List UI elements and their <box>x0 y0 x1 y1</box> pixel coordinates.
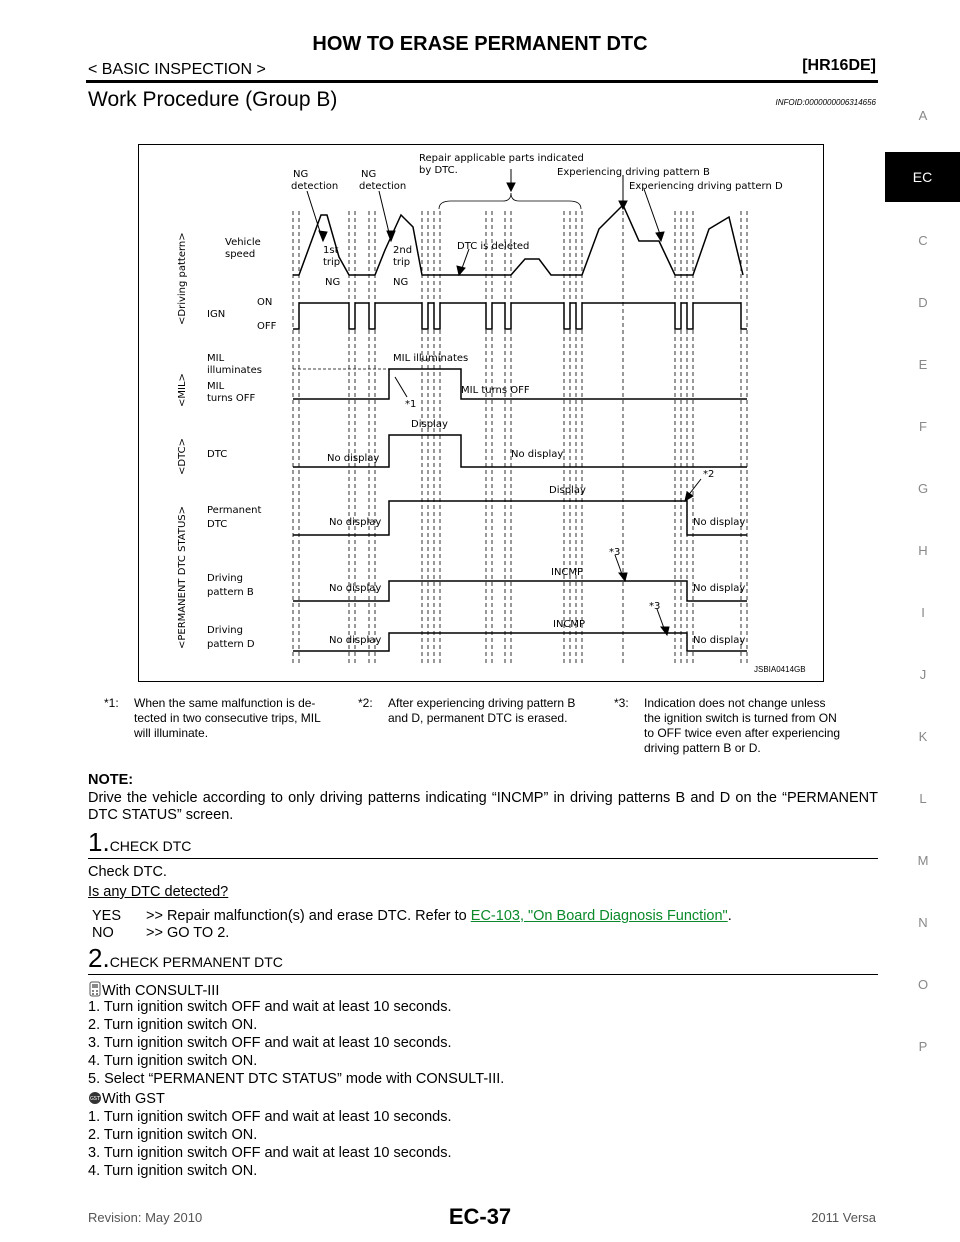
label-ng-1: NG <box>293 169 309 180</box>
consult-step-2: 2. Turn ignition switch ON. <box>88 1017 258 1033</box>
note-2-text: After experiencing driving pattern B and D, permanent DTC is erased. <box>388 696 576 725</box>
side-tab-k[interactable]: K <box>918 729 928 744</box>
step-1-number: 1. <box>88 827 110 857</box>
consult-heading <box>88 981 219 1000</box>
gst-step-4: 4. Turn ignition switch ON. <box>88 1163 258 1179</box>
label-ng-trip-1: NG <box>325 277 341 288</box>
consult-step-1: 1. Turn ignition switch OFF and wait at least 10 seconds. <box>88 999 452 1015</box>
label-no-display-dtc-1: No display <box>327 453 380 464</box>
label-driving-b: Driving <box>207 573 243 584</box>
label-detection-1: detection <box>291 181 339 192</box>
step-2-number: 2. <box>88 943 110 973</box>
trip-divider-lines <box>293 211 747 665</box>
label-star-2: *2 <box>703 469 715 480</box>
group-permanent-dtc-status: <PERMANENT DTC STATUS> <box>177 506 188 649</box>
side-tab-j[interactable]: J <box>919 667 927 682</box>
gst-heading <box>88 1091 165 1108</box>
vehicle-speed-trace <box>293 205 743 275</box>
side-tab-c[interactable]: C <box>918 233 928 248</box>
diagnosis-function-link[interactable]: EC-103, "On Board Diagnosis Function" <box>470 908 728 924</box>
yes-answer <box>146 908 866 925</box>
label-no-display-b-2: No display <box>693 583 746 594</box>
label-no-display-dtc-2: No display <box>511 449 564 460</box>
consult-step-3: 3. Turn ignition switch OFF and wait at least 10 seconds. <box>88 1035 452 1051</box>
group-dtc: <DTC> <box>177 438 188 475</box>
revision-date: Revision: May 2010 <box>88 1210 203 1225</box>
header-rule <box>86 80 878 83</box>
figure-code: JSBIA0414GB <box>754 665 806 674</box>
note-1-text: When the same malfunction is de- tected in two consecutive trips, MIL will illuminate. <box>134 696 321 740</box>
label-mil-2: MIL <box>207 381 225 392</box>
label-turns-off: turns OFF <box>207 393 256 404</box>
side-tab-n[interactable]: N <box>918 915 928 930</box>
label-on: ON <box>257 297 273 308</box>
label-trip-2: trip <box>393 257 411 268</box>
label-no-display-perm-1: No display <box>329 517 382 528</box>
step-1-rule <box>88 858 878 859</box>
step-2-title: CHECK PERMANENT DTC <box>109 954 283 970</box>
engine-label: [HR16DE] <box>802 57 876 74</box>
step-1-text: Check DTC. <box>88 864 167 880</box>
label-display-dtc: Display <box>411 419 448 430</box>
timing-diagram <box>138 144 824 682</box>
label-permanent: Permanent <box>207 505 262 516</box>
consult-icon <box>88 981 102 997</box>
label-pattern-b: pattern B <box>207 587 254 598</box>
consult-step-5: 5. Select “PERMANENT DTC STATUS” mode with CONSULT-III. <box>88 1071 505 1087</box>
label-repair-2: by DTC. <box>419 165 458 176</box>
side-tab-f[interactable]: F <box>919 419 927 434</box>
label-star-1: *1 <box>405 399 417 410</box>
label-speed: speed <box>225 249 256 260</box>
label-pattern-d: pattern D <box>207 639 255 650</box>
side-tab-e[interactable]: E <box>918 357 928 372</box>
step-1-title: CHECK DTC <box>109 838 192 854</box>
side-tab-l[interactable]: L <box>919 791 927 806</box>
gst-label: With GST <box>102 1091 165 1107</box>
gst-icon <box>88 1091 102 1105</box>
note-label: NOTE: <box>88 772 134 788</box>
step-1-heading <box>88 827 191 858</box>
side-tab-p[interactable]: P <box>918 1039 928 1054</box>
no-text: >> GO TO 2. <box>146 925 230 941</box>
group-driving-pattern: <Driving pattern> <box>177 232 188 325</box>
label-vehicle: Vehicle <box>225 237 261 248</box>
label-display-permanent: Display <box>549 485 586 496</box>
label-star-3-d: *3 <box>649 601 661 612</box>
page-title: Work Procedure (Group B) <box>88 88 338 111</box>
label-1st: 1st <box>323 245 339 256</box>
label-driving-d: Driving <box>207 625 243 636</box>
page-number: EC-37 <box>448 1204 512 1229</box>
label-star-3-b: *3 <box>609 547 621 558</box>
consult-label: With CONSULT-III <box>102 983 220 999</box>
label-incmp-b: INCMP <box>551 567 584 578</box>
label-no-display-d-1: No display <box>329 635 382 646</box>
ign-trace <box>293 303 747 329</box>
note-1-mark: *1: <box>104 696 119 710</box>
label-mil-turns-off: MIL turns OFF <box>461 385 530 396</box>
model-name: 2011 Versa <box>811 1210 876 1225</box>
group-mil: <MIL> <box>177 373 188 407</box>
side-tab-g[interactable]: G <box>917 481 929 496</box>
label-experiencing-d: Experiencing driving pattern D <box>629 181 783 192</box>
label-off: OFF <box>257 321 277 332</box>
label-mil-illuminates: MIL illuminates <box>393 353 469 364</box>
label-repair: Repair applicable parts indicated <box>419 153 584 164</box>
repair-brace <box>439 193 581 209</box>
consult-step-4: 4. Turn ignition switch ON. <box>88 1053 258 1069</box>
no-label: NO <box>92 925 114 941</box>
label-experiencing-b: Experiencing driving pattern B <box>557 167 710 178</box>
info-id: INFOID:0000000006314656 <box>775 98 876 107</box>
label-permanent-dtc: DTC <box>207 519 228 530</box>
label-incmp-d: INCMP <box>553 619 586 630</box>
gst-step-1: 1. Turn ignition switch OFF and wait at least 10 seconds. <box>88 1109 452 1125</box>
label-no-display-perm-2: No display <box>693 517 746 528</box>
label-dtc: DTC <box>207 449 228 460</box>
side-tab-h[interactable]: H <box>918 543 928 558</box>
side-tab-i[interactable]: I <box>921 605 925 620</box>
label-ng-2: NG <box>361 169 377 180</box>
gst-step-2: 2. Turn ignition switch ON. <box>88 1127 258 1143</box>
label-illuminates: illuminates <box>207 365 262 376</box>
note-text: Drive the vehicle according to only driving patterns indicating “INCMP” in driving patterns B and D on the “PERMANENT DTC STATUS” screen. <box>88 790 878 823</box>
label-ng-trip-2: NG <box>393 277 409 288</box>
side-tab-ec[interactable]: EC <box>885 152 960 202</box>
yes-label: YES <box>92 908 122 924</box>
section-label: < BASIC INSPECTION > <box>88 61 266 78</box>
label-no-display-d-2: No display <box>693 635 746 646</box>
label-detection-2: detection <box>359 181 407 192</box>
label-2nd: 2nd <box>393 245 413 256</box>
step-2-heading <box>88 943 283 974</box>
label-ign: IGN <box>207 309 226 320</box>
step-1-question: Is any DTC detected? <box>88 884 229 900</box>
label-no-display-b-1: No display <box>329 583 382 594</box>
label-dtc-deleted: DTC is deleted <box>457 241 530 252</box>
step-2-rule <box>88 974 878 975</box>
side-tab-o[interactable]: O <box>917 977 929 992</box>
annotation-arrows <box>307 169 701 635</box>
gst-icon-text: GST <box>89 1096 101 1102</box>
note-3-text: Indication does not change unless the ignition switch is turned from ON to OFF twice even after experiencing driving pattern B or D. <box>644 696 841 755</box>
yes-text: >> Repair malfunction(s) and erase DTC. Refer to <box>146 908 467 924</box>
side-tab-d[interactable]: D <box>918 295 928 310</box>
side-tab-a[interactable]: A <box>918 108 928 123</box>
yes-period: . <box>727 908 732 924</box>
document-title: HOW TO ERASE PERMANENT DTC <box>312 33 648 55</box>
side-tab-m[interactable]: M <box>917 853 929 868</box>
label-mil-1: MIL <box>207 353 225 364</box>
label-trip-1: trip <box>323 257 341 268</box>
note-3-mark: *3: <box>614 696 629 710</box>
note-2-mark: *2: <box>358 696 373 710</box>
gst-step-3: 3. Turn ignition switch OFF and wait at least 10 seconds. <box>88 1145 452 1161</box>
